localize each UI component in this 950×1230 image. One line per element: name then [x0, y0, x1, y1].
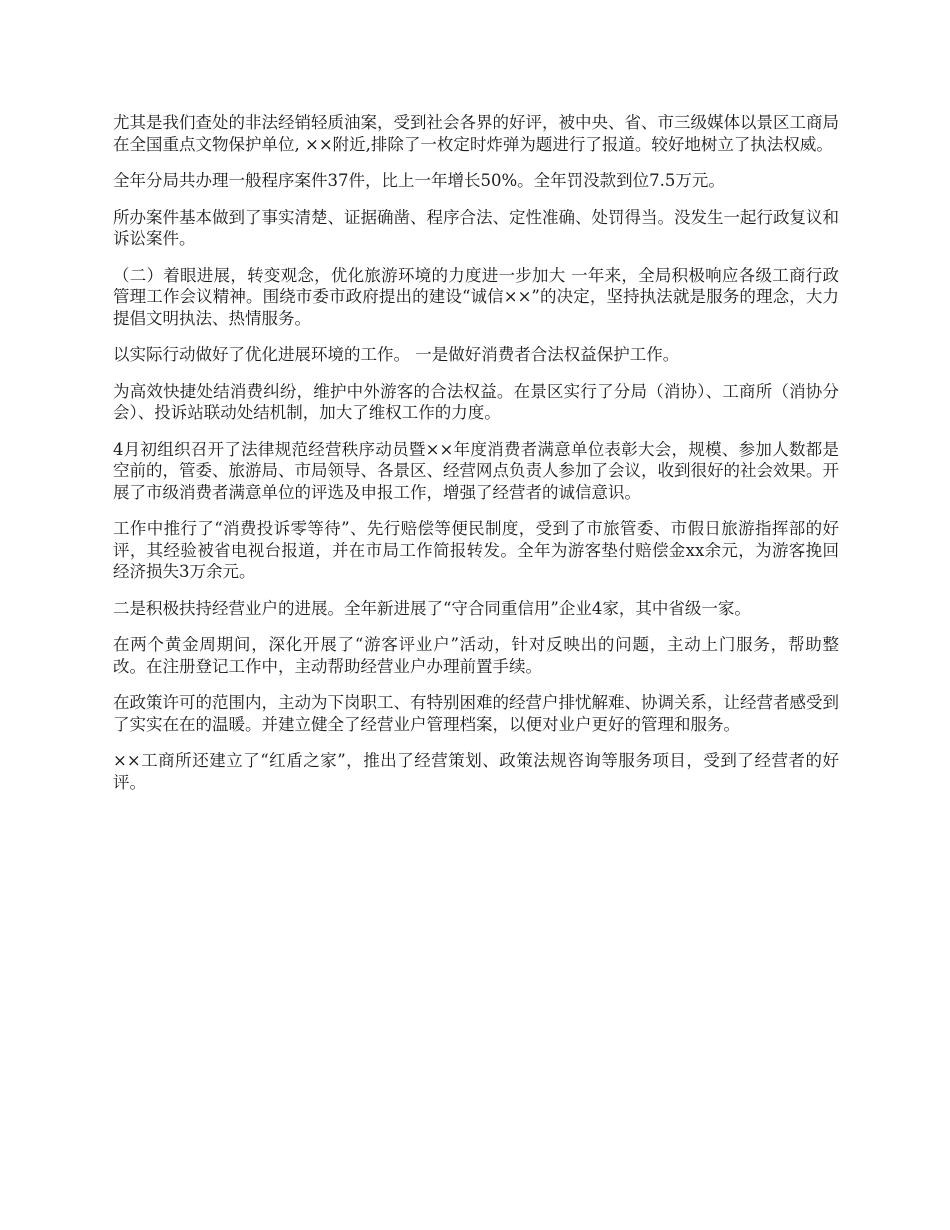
paragraph: ××工商所还建立了“红盾之家”，推出了经营策划、政策法规咨询等服务项目，受到了经营者的好评。 [113, 751, 839, 792]
paragraph: 4月初组织召开了法律规范经营秩序动员暨××年度消费者满意单位表彰大会，规模、参加人数都是空前的，管委、旅游局、市局领导、各景区、经营网点负责人参加了会议，收到很好的社会效果。开展了市级消费者满意单位的评选及申报工作，增强了经营者的诚信意识。 [113, 439, 839, 502]
paragraph: 在两个黄金周期间，深化开展了“游客评业户”活动，针对反映出的问题，主动上门服务，帮助整改。在注册登记工作中，主动帮助经营业户办理前置手续。 [113, 635, 839, 676]
paragraph: （二）着眼进展，转变观念，优化旅游环境的力度进一步加大 一年来，全局积极响应各级工商行政管理工作会议精神。围绕市委市政府提出的建设“诚信××”的决定，坚持执法就是服务的理念，大力提倡文明执法、热情服务。 [113, 265, 839, 328]
paragraph: 所办案件基本做到了事实清楚、证据确凿、程序合法、定性准确、处罚得当。没发生一起行政复议和诉讼案件。 [113, 207, 839, 248]
paragraph: 全年分局共办理一般程序案件37件，比上一年增长50%。全年罚没款到位7.5万元。 [113, 171, 725, 190]
paragraph: 二是积极扶持经营业户的进展。全年新进展了“守合同重信用”企业4家，其中省级一家。 [113, 598, 751, 618]
paragraph: 尤其是我们查处的非法经销轻质油案，受到社会各界的好评，被中央、省、市三级媒体以景区工商局在全国重点文物保护单位, ××附近,排除了一枚定时炸弹为题进行了报道。较好地树立了执法权威。 [113, 113, 839, 154]
paragraph: 在政策许可的范围内，主动为下岗职工、有特别困难的经营户排忧解难、协调关系，让经营者感受到了实实在在的温暖。并建立健全了经营业户管理档案，以便对业户更好的管理和服务。 [113, 693, 839, 734]
paragraph: 为高效快捷处结消费纠纷，维护中外游客的合法权益。在景区实行了分局（消协）、工商所（消协分会）、投诉站联动处结机制，加大了维权工作的力度。 [113, 381, 839, 422]
paragraph: 以实际行动做好了优化进展环境的工作。 一是做好消费者合法权益保护工作。 [113, 345, 680, 364]
paragraph: 工作中推行了“消费投诉零等待”、先行赔偿等便民制度，受到了市旅管委、市假日旅游指挥部的好评，其经验被省电视台报道，并在市局工作简报转发。全年为游客垫付赔偿金xx余元，为游客挽回经济损失3万余元。 [113, 519, 839, 581]
document-body [113, 112, 839, 808]
